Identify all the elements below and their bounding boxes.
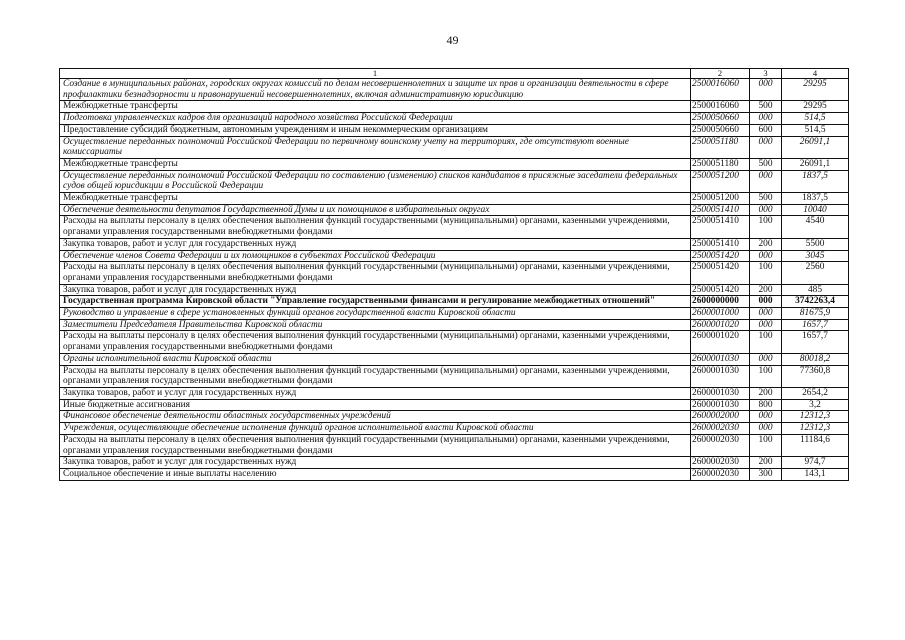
row-amount-cell: 80018,2: [782, 353, 849, 365]
row-vr-cell: 100: [750, 262, 782, 284]
row-name-cell: Закупка товаров, работ и услуг для государственных нужд: [60, 238, 691, 250]
row-code-cell: 2500051420: [691, 262, 750, 284]
row-code-cell: 2500050660: [691, 124, 750, 136]
row-vr-cell: 500: [750, 101, 782, 113]
table-row: [60, 387, 849, 399]
row-name-cell: Расходы на выплаты персоналу в целях обеспечения выполнения функций государственными (муниципальными) органами, казенными учреждениями, органами управления государственными внебюджетными фондами: [60, 262, 691, 284]
row-name-cell: Руководство и управление в сфере установленных функций органов государственной власти Кировской области: [60, 308, 691, 320]
table-row: [60, 296, 849, 308]
row-vr-cell: 500: [750, 193, 782, 205]
row-amount-cell: 514,5: [782, 124, 849, 136]
row-vr-cell: 200: [750, 284, 782, 296]
row-code-cell: 2600001030: [691, 387, 750, 399]
row-name-cell: Социальное обеспечение и иные выплаты населению: [60, 468, 691, 480]
row-code-cell: 2600001020: [691, 331, 750, 353]
row-vr-cell: 000: [750, 250, 782, 262]
row-code-cell: 2500016060: [691, 79, 750, 101]
row-name-cell: Закупка товаров, работ и услуг для государственных нужд: [60, 387, 691, 399]
row-name-cell: Подготовка управленческих кадров для организаций народного хозяйства Российской Федерации: [60, 113, 691, 125]
row-amount-cell: 485: [782, 284, 849, 296]
row-code-cell: 2600001030: [691, 399, 750, 411]
table-row: [60, 331, 849, 353]
table-row: [60, 204, 849, 216]
row-vr-cell: 600: [750, 124, 782, 136]
row-code-cell: 2500051200: [691, 193, 750, 205]
row-code-cell: 2500016060: [691, 101, 750, 113]
row-vr-cell: 200: [750, 387, 782, 399]
row-code-cell: 2500051410: [691, 216, 750, 238]
row-name-cell: Органы исполнительной власти Кировской области: [60, 353, 691, 365]
table-row: [60, 284, 849, 296]
row-amount-cell: 12312,3: [782, 423, 849, 435]
table-row: [60, 158, 849, 170]
table-row: [60, 170, 849, 192]
table-row: [60, 319, 849, 331]
row-name-cell: Финансовое обеспечение деятельности областных государственных учреждений: [60, 411, 691, 423]
row-amount-cell: 2560: [782, 262, 849, 284]
row-vr-cell: 100: [750, 434, 782, 456]
row-code-cell: 2500050660: [691, 113, 750, 125]
table-header-row: [60, 69, 849, 79]
row-name-cell: Государственная программа Кировской области "Управление государственными финансами и регулирование межбюджетных отношений": [60, 296, 691, 308]
row-vr-cell: 000: [750, 411, 782, 423]
row-name-cell: Учреждения, осуществляющие обеспечение исполнения функций органов исполнительной власти Кировской области: [60, 423, 691, 435]
row-code-cell: 2500051200: [691, 170, 750, 192]
row-code-cell: 2600001030: [691, 365, 750, 387]
row-vr-cell: 100: [750, 365, 782, 387]
row-name-cell: Расходы на выплаты персоналу в целях обеспечения выполнения функций государственными (муниципальными) органами, казенными учреждениями, органами управления государственными внебюджетными фондами: [60, 331, 691, 353]
row-vr-cell: 000: [750, 319, 782, 331]
row-amount-cell: 26091,1: [782, 136, 849, 158]
page-number: 49: [446, 33, 459, 47]
row-code-cell: 2600002030: [691, 468, 750, 480]
row-amount-cell: 974,7: [782, 457, 849, 469]
row-name-cell: Заместители Председателя Правительства Кировской области: [60, 319, 691, 331]
header-col-code: 2: [691, 69, 750, 79]
table-row: [60, 124, 849, 136]
row-amount-cell: 77360,8: [782, 365, 849, 387]
row-code-cell: 2600002030: [691, 434, 750, 456]
table-row: [60, 136, 849, 158]
row-name-cell: Межбюджетные трансферты: [60, 193, 691, 205]
table-row: [60, 262, 849, 284]
table-row: [60, 457, 849, 469]
row-amount-cell: 29295: [782, 101, 849, 113]
row-vr-cell: 800: [750, 399, 782, 411]
row-name-cell: Межбюджетные трансферты: [60, 158, 691, 170]
row-name-cell: Осуществление переданных полномочий Российской Федерации по составлению (изменению) списков кандидатов в присяжные заседатели федеральных судов общей юрисдикции в Российской Федерации: [60, 170, 691, 192]
row-amount-cell: 2654,2: [782, 387, 849, 399]
row-code-cell: 2600002030: [691, 423, 750, 435]
row-name-cell: Расходы на выплаты персоналу в целях обеспечения выполнения функций государственными (муниципальными) органами, казенными учреждениями, органами управления государственными внебюджетными фондами: [60, 434, 691, 456]
header-col-vr: 3: [750, 69, 782, 79]
header-col-amount: 4: [782, 69, 849, 79]
row-code-cell: 2600001030: [691, 353, 750, 365]
row-vr-cell: 000: [750, 136, 782, 158]
row-amount-cell: 1837,5: [782, 193, 849, 205]
row-name-cell: Осуществление переданных полномочий Российской Федерации по первичному воинскому учету на территориях, где отсутствуют военные комиссариаты: [60, 136, 691, 158]
row-amount-cell: 5500: [782, 238, 849, 250]
row-vr-cell: 100: [750, 331, 782, 353]
header-col-name: 1: [60, 69, 691, 79]
table-row: [60, 423, 849, 435]
table-row: [60, 250, 849, 262]
row-vr-cell: 000: [750, 423, 782, 435]
row-vr-cell: 200: [750, 457, 782, 469]
row-vr-cell: 000: [750, 296, 782, 308]
row-vr-cell: 300: [750, 468, 782, 480]
table-row: [60, 308, 849, 320]
table-row: [60, 411, 849, 423]
row-amount-cell: 3742263,4: [782, 296, 849, 308]
row-code-cell: 2600001000: [691, 308, 750, 320]
table-row: [60, 238, 849, 250]
row-code-cell: 2500051180: [691, 158, 750, 170]
row-vr-cell: 500: [750, 158, 782, 170]
row-name-cell: Расходы на выплаты персоналу в целях обеспечения выполнения функций государственными (муниципальными) органами, казенными учреждениями, органами управления государственными внебюджетными фондами: [60, 365, 691, 387]
table-row: [60, 365, 849, 387]
table-row: [60, 216, 849, 238]
row-amount-cell: 10040: [782, 204, 849, 216]
table-row: [60, 353, 849, 365]
table-row: [60, 79, 849, 101]
table-row: [60, 434, 849, 456]
row-vr-cell: 000: [750, 308, 782, 320]
table-body: [60, 79, 849, 481]
row-amount-cell: 3,2: [782, 399, 849, 411]
row-amount-cell: 12312,3: [782, 411, 849, 423]
row-vr-cell: 200: [750, 238, 782, 250]
row-amount-cell: 1837,5: [782, 170, 849, 192]
row-name-cell: Создание в муниципальных районах, городских округах комиссий по делам несовершеннолетних и защите их прав и организации деятельности в сфере профилактики безнадзорности и правонарушений несовершеннолетних, включая административную юрисдикцию: [60, 79, 691, 101]
row-amount-cell: 3045: [782, 250, 849, 262]
row-code-cell: 2500051420: [691, 284, 750, 296]
row-code-cell: 2600002000: [691, 411, 750, 423]
row-vr-cell: 000: [750, 204, 782, 216]
row-name-cell: Расходы на выплаты персоналу в целях обеспечения выполнения функций государственными (муниципальными) органами, казенными учреждениями, органами управления государственными внебюджетными фондами: [60, 216, 691, 238]
row-amount-cell: 81675,9: [782, 308, 849, 320]
row-name-cell: Обеспечение деятельности депутатов Государственной Думы и их помощников в избирательных округах: [60, 204, 691, 216]
row-amount-cell: 11184,6: [782, 434, 849, 456]
row-code-cell: 2500051410: [691, 204, 750, 216]
table-row: [60, 468, 849, 480]
table-row: [60, 113, 849, 125]
row-vr-cell: 000: [750, 79, 782, 101]
row-amount-cell: 1657,7: [782, 331, 849, 353]
row-amount-cell: 514,5: [782, 113, 849, 125]
row-name-cell: Закупка товаров, работ и услуг для государственных нужд: [60, 457, 691, 469]
budget-table: [59, 68, 849, 481]
row-code-cell: 2600002030: [691, 457, 750, 469]
row-vr-cell: 000: [750, 170, 782, 192]
row-code-cell: 2500051180: [691, 136, 750, 158]
table-row: [60, 399, 849, 411]
row-amount-cell: 26091,1: [782, 158, 849, 170]
row-amount-cell: 1657,7: [782, 319, 849, 331]
row-vr-cell: 000: [750, 113, 782, 125]
row-amount-cell: 143,1: [782, 468, 849, 480]
row-code-cell: 2600001020: [691, 319, 750, 331]
row-name-cell: Межбюджетные трансферты: [60, 101, 691, 113]
row-vr-cell: 100: [750, 216, 782, 238]
table-row: [60, 101, 849, 113]
row-amount-cell: 29295: [782, 79, 849, 101]
table-row: [60, 193, 849, 205]
row-name-cell: Предоставление субсидий бюджетным, автономным учреждениям и иным некоммерческим организациям: [60, 124, 691, 136]
row-name-cell: Закупка товаров, работ и услуг для государственных нужд: [60, 284, 691, 296]
row-amount-cell: 4540: [782, 216, 849, 238]
row-name-cell: Иные бюджетные ассигнования: [60, 399, 691, 411]
row-code-cell: 2600000000: [691, 296, 750, 308]
row-vr-cell: 000: [750, 353, 782, 365]
row-code-cell: 2500051410: [691, 238, 750, 250]
row-code-cell: 2500051420: [691, 250, 750, 262]
row-name-cell: Обеспечение членов Совета Федерации и их помощников в субъектах Российской Федерации: [60, 250, 691, 262]
